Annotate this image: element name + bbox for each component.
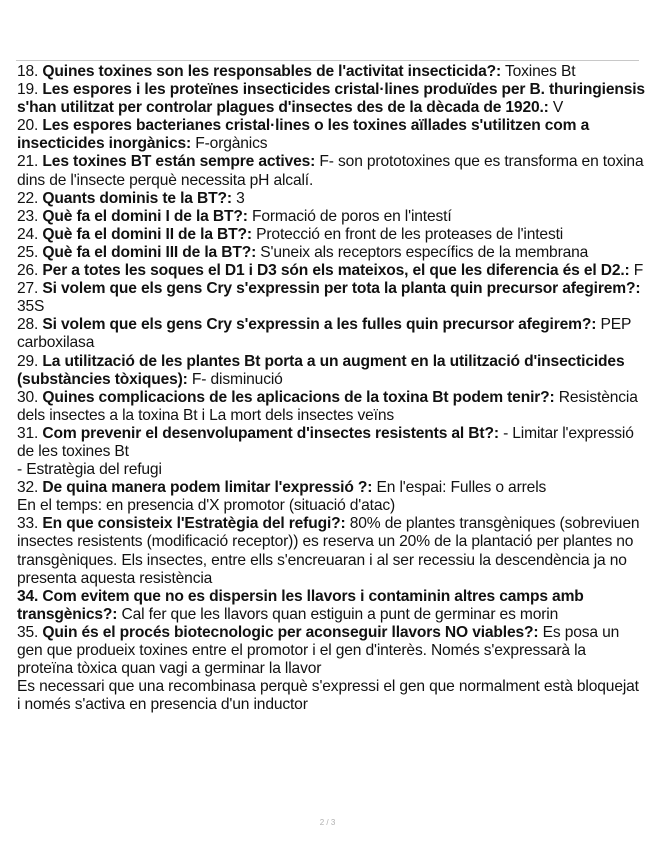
question-text: Si volem que els gens Cry s'expressin per tota la planta quin precursor afegirem?: <box>42 280 641 298</box>
answer-extra-line: - Estratègia del refugi <box>17 461 162 479</box>
answer-text: F- son prototoxines que es transforma en toxina dins de l'insecte perquè necessita pH alcalí. <box>17 153 644 189</box>
question-text: De quina manera podem limitar l'expressió ?: <box>42 479 373 497</box>
item-number: 24. <box>17 225 39 243</box>
answer-text: 80% de plantes transgèniques (sobreviuen insectes resistents (modificació receptor)) es reserva un 20% de la plantació per plantes no transgèniques. Els insectes, entre ells s'encreuaran i al ser recessiu la descendència ja no presenta aquesta resistència <box>17 515 640 587</box>
answer-text: F- disminució <box>191 370 283 388</box>
qa-item-28 <box>17 316 645 352</box>
question-text: Les toxines BT están sempre actives: <box>42 153 316 171</box>
answer-text: S'uneix als receptors específics de la membrana <box>260 243 589 261</box>
answer-text: 35S <box>17 298 45 316</box>
question-text: Què fa el domini II de la BT?: <box>42 225 252 243</box>
question-text: Quines complicacions de les aplicacions de la toxina Bt podem tenir?: <box>42 388 555 406</box>
question-text: Per a totes les soques el D1 i D3 són els mateixos, el que les diferencia és el D2.: <box>42 262 630 280</box>
qa-item-25 <box>17 244 645 262</box>
item-number: 32. <box>17 479 39 497</box>
qa-item-33 <box>17 515 645 587</box>
qa-item-24 <box>17 226 645 244</box>
answer-text: F-orgànics <box>195 135 268 153</box>
item-number: 29. <box>17 352 39 370</box>
answer-text: Protecció en front de les proteases de l'intesti <box>256 225 564 243</box>
answer-text: Resistència dels insectes a la toxina Bt i La mort dels insectes veïns <box>17 388 638 424</box>
item-number: 20. <box>17 117 39 135</box>
item-number: 21. <box>17 153 39 171</box>
answer-text: Cal fer que les llavors quan estiguin a punt de germinar es morin <box>121 605 559 623</box>
answer-text: V <box>552 99 564 117</box>
answer-text: 3 <box>236 189 245 207</box>
qa-item-23 <box>17 208 645 226</box>
item-number: 30. <box>17 388 39 406</box>
question-text: Com prevenir el desenvolupament d'insectes resistents al Bt?: <box>42 424 499 442</box>
item-number: 19. <box>17 81 39 99</box>
question-text: Com evitem que no es dispersin les llavors i contaminin altres camps amb transgènics?: <box>17 587 584 623</box>
question-text: Quines toxines son les responsables de l'activitat insecticida?: <box>42 63 502 80</box>
question-text: Quants dominis te la BT?: <box>42 189 232 207</box>
qa-item-21 <box>17 153 645 189</box>
qa-item-22 <box>17 190 645 208</box>
question-text: En que consisteix l'Estratègia del refugi?: <box>42 515 346 533</box>
answer-text: PEP carboxilasa <box>17 316 631 352</box>
qa-item-26 <box>17 262 645 280</box>
item-number: 27. <box>17 280 39 298</box>
item-number: 31. <box>17 424 39 442</box>
page-number: 2 / 3 <box>319 818 336 827</box>
item-number: 23. <box>17 207 39 225</box>
answer-text: Toxines Bt <box>504 63 576 80</box>
item-number: 18. <box>17 63 39 80</box>
answer-text: Es posa un gen que produeix toxines entre el promotor i el gen d'interès. Només s'expressarà la proteïna tòxica quan vagi a germinar la llavor <box>17 623 620 678</box>
item-number: 25. <box>17 243 39 261</box>
item-number: 35. <box>17 623 39 641</box>
answer-text: En l'espai: Fulles o arrels <box>376 479 547 497</box>
top-divider <box>16 60 639 61</box>
answer-text: Formació de poros en l'intestí <box>251 207 452 225</box>
item-number: 28. <box>17 316 39 334</box>
answer-text: - Limitar l'expressió de les toxines Bt <box>17 424 634 460</box>
answer-extra-line: Es necessari que una recombinasa perquè s'expressi el gen que normalment està bloquejat i només s'activa en presencia d'un inductor <box>17 678 639 714</box>
answer-text: F <box>633 262 644 280</box>
question-text: Si volem que els gens Cry s'expressin a les fulles quin precursor afegirem?: <box>42 316 597 334</box>
item-number: 34. <box>17 587 39 605</box>
question-text: Quin és el procés biotecnologic per aconseguir llavors NO viables?: <box>42 623 539 641</box>
item-number: 33. <box>17 515 39 533</box>
qa-item-18 <box>17 63 645 81</box>
qa-item-30 <box>17 389 645 425</box>
qa-item-20 <box>17 117 645 153</box>
qa-item-27 <box>17 280 645 316</box>
question-text: Les espores i les proteïnes insecticides cristal·lines produïdes per B. thuringiensis s'han utilitzat per controlar plagues d'insectes des de la dècada de 1920.: <box>17 81 645 117</box>
item-number: 26. <box>17 262 39 280</box>
qa-item-34 <box>17 588 645 624</box>
qa-list <box>17 63 645 714</box>
qa-item-35 <box>17 624 645 714</box>
question-text: Les espores bacterianes cristal·lines o les toxines aïllades s'utilitzen com a insecticides inorgànics: <box>17 117 590 153</box>
question-text: Què fa el domini I de la BT?: <box>42 207 248 225</box>
question-text: La utilització de les plantes Bt porta a un augment en la utilització d'insecticides (substàncies tòxiques): <box>17 352 625 388</box>
item-number: 22. <box>17 189 39 207</box>
qa-item-32 <box>17 479 645 515</box>
qa-item-31 <box>17 425 645 479</box>
qa-item-19 <box>17 81 645 117</box>
answer-extra-line: En el temps: en presencia d'X promotor (situació d'atac) <box>17 497 396 515</box>
question-text: Què fa el domini III de la BT?: <box>42 243 257 261</box>
qa-item-29 <box>17 353 645 389</box>
